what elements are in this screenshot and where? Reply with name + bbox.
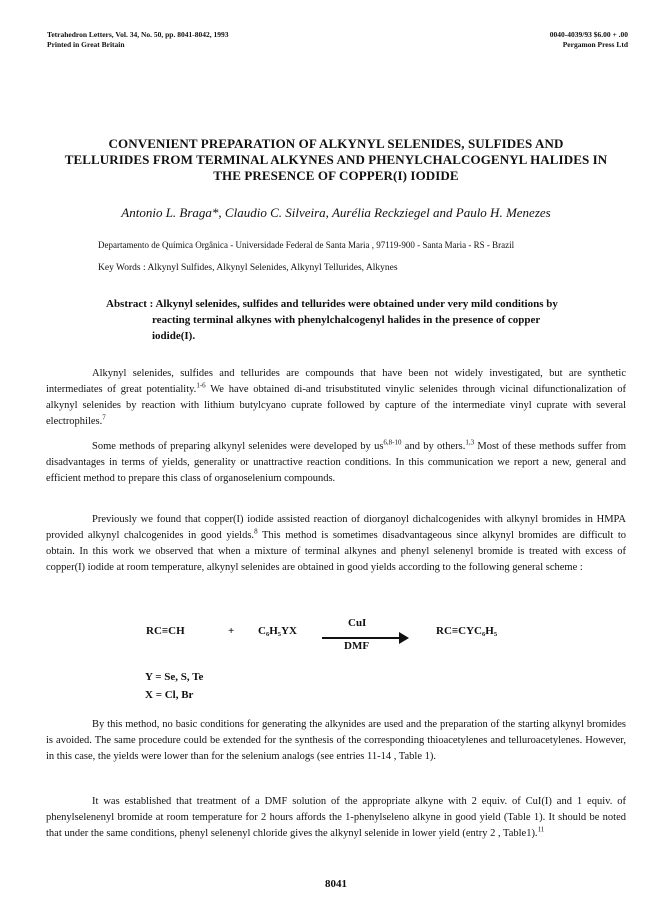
p3-text-b: This method is sometimes disadvantageous since alkynyl bromides are difficult to obtain. In this work we observed that when a mixture of terminal alkynes and phenyl selenenyl bromide is treated with excess of copper(I) iodide at room temperature, alkynyl selenides are obtained in good yields according to the following general scheme : xyxy=(46,530,626,573)
printed-in-line: Printed in Great Britain xyxy=(47,40,125,49)
paragraph-2 xyxy=(46,439,626,487)
affiliation: Departamento de Química Orgânica - Universidade Federal de Santa Maria , 97119-900 - Santa Maria - RS - Brazil xyxy=(98,240,515,250)
p2-text-a: Some methods of preparing alkynyl selenides were developed by us xyxy=(92,441,384,452)
solvent-dmf: DMF xyxy=(344,640,370,652)
p2-text-b: and by others. xyxy=(401,441,466,452)
p2-text-c: Most of these methods suffer from disadvantages in terms of yields, generality or unattractive reaction conditions. In this communication we report a new, general and efficient method to prepare this class of organoselenium compounds. xyxy=(46,441,626,484)
citation-ref: 6,8-10 xyxy=(383,438,402,447)
journal-citation xyxy=(47,30,228,50)
abstract-line-1: Abstract : Alkynyl selenides, sulfides and tellurides were obtained under very mild conditions by xyxy=(106,298,558,310)
keywords: Key Words : Alkynyl Sulfides, Alkynyl Selenides, Alkynyl Tellurides, Alkynes xyxy=(98,263,398,273)
abstract xyxy=(106,296,616,344)
abstract-line-3: iodide(I). xyxy=(152,330,196,342)
title-line-1: CONVENIENT PREPARATION OF ALKYNYL SELENIDES, SULFIDES AND xyxy=(108,136,564,151)
citation-ref: 7 xyxy=(102,413,106,422)
p3-text-a: Previously we found that copper(I) iodide assisted reaction of diorganoyl dichalcogenides with alkynyl bromides in HMPA provided alkynyl chalcogenides in good yields. xyxy=(46,514,626,541)
reagent-cui: CuI xyxy=(348,617,367,629)
page-number: 8041 xyxy=(325,878,347,890)
reaction-arrow xyxy=(322,637,402,639)
citation-ref: 1,3 xyxy=(465,438,475,447)
definition-x: X = Cl, Br xyxy=(145,689,194,701)
paragraph-4 xyxy=(46,717,626,765)
publisher-line: Pergamon Press Ltd xyxy=(562,40,628,49)
citation-ref: 11 xyxy=(537,825,545,834)
p1-text-b: We have obtained di-and trisubstituted vinylic selenides through vicinal difunctionalization of alkynyl selenides by reaction with lithium butylcyano cuprate followed by capture of the intermediate vinyl cuprate with several electrophiles. xyxy=(46,384,626,427)
p5-text: It was established that treatment of a DMF solution of the appropriate alkyne with 2 equiv. of CuI(I) and 1 equiv. of phenylselenenyl bromide at room temperature for 2 hours affords the 1-phenylseleno alkyne in good yield (Table 1). It should be noted that under the same conditions, phenyl selenenyl chloride gives the alkynyl selenide in lower yield (entry 2 , Table1). xyxy=(46,796,626,839)
abstract-line-2: reacting terminal alkynes with phenylchalcogenyl halides in the presence of copper xyxy=(152,314,541,326)
arrowhead-icon xyxy=(399,632,409,644)
plus-sign: + xyxy=(228,625,235,637)
product: RC≡CYC₆H₅ xyxy=(436,625,498,637)
title-line-3: THE PRESENCE OF COPPER(I) IODIDE xyxy=(213,168,459,183)
paragraph-3 xyxy=(46,512,626,576)
scheme-definitions xyxy=(145,668,203,704)
citation-ref: 1-6 xyxy=(196,381,206,390)
p4-text: By this method, no basic conditions for generating the alkynides are used and the preparation of the starting alkynyl bromides is avoided. The same procedure could be extended for the synthesis of the corresponding thioacetylenes and telluroacetylenes. However, in this case, the yields were lower than for the selenium analogs (see entries 11-14 , Table 1). xyxy=(46,719,626,762)
p1-text-a: Alkynyl selenides, sulfides and tellurides are compounds that have been not widely investigated, but are synthetic intermediates of great potentiality. xyxy=(46,368,626,395)
paragraph-1 xyxy=(46,366,626,430)
paper-title xyxy=(40,136,632,184)
definition-y: Y = Se, S, Te xyxy=(145,671,204,683)
citation-line: Tetrahedron Letters, Vol. 34, No. 50, pp. 8041-8042, 1993 xyxy=(47,30,229,39)
reactant-halide: C₆H₅YX xyxy=(258,625,297,637)
price-publisher xyxy=(550,30,628,50)
price-line: 0040-4039/93 $6.00 + .00 xyxy=(549,30,628,39)
title-line-2: TELLURIDES FROM TERMINAL ALKYNES AND PHENYLCHALCOGENYL HALIDES IN xyxy=(64,152,608,167)
paragraph-5 xyxy=(46,794,626,842)
reaction-scheme xyxy=(0,615,672,705)
reactant-alkyne: RC≡CH xyxy=(146,625,185,637)
author-list: Antonio L. Braga*, Claudio C. Silveira, Aurélia Reckziegel and Paulo H. Menezes xyxy=(121,205,551,220)
citation-ref: 8 xyxy=(254,527,258,536)
